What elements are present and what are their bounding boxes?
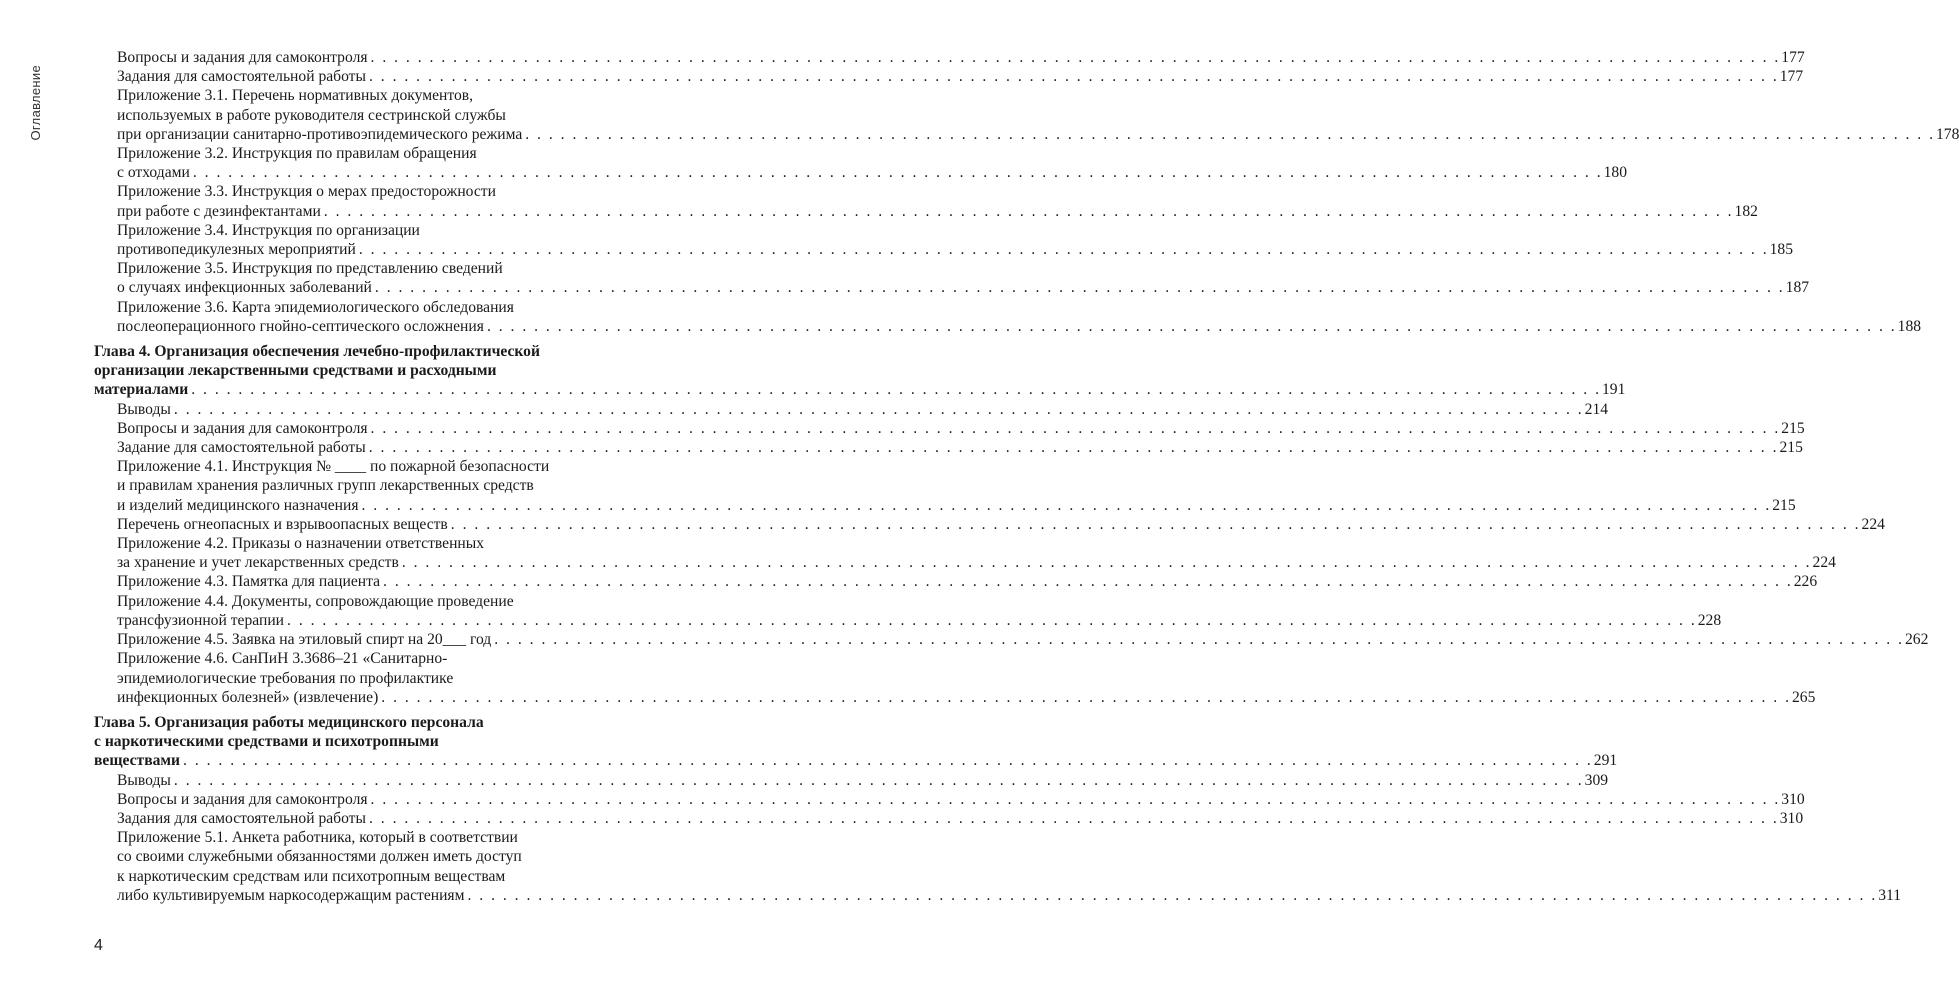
toc-page-number: 215 xyxy=(1772,496,1796,514)
toc-entry-line xyxy=(117,400,1609,419)
toc-page-number: 265 xyxy=(1792,688,1816,706)
toc-page-number: 228 xyxy=(1697,611,1722,629)
toc-entry-line xyxy=(117,553,1836,572)
toc-entry-text: эпидемиологические требования по профилактике xyxy=(117,669,454,687)
toc-entry-line xyxy=(117,847,634,866)
toc-entry-text: Приложение 5.1. Анкета работника, который в соответствии xyxy=(117,829,518,847)
dot-leader: . . . . . . . . . . . . . . . . . . . . . . . . . . . . . . . . . . . . . . . . . . . . . . . . . . . . . . . . . . . . . . . . . . . . . . . . . . . . . . . . . . . . . . . . . . . . . . . . . . . . . . . . . . . . . . . . . . . . . . . . xyxy=(368,809,1779,827)
toc-page-number: 191 xyxy=(1601,381,1626,399)
toc-entry-line xyxy=(117,790,1805,809)
toc-page-number: 182 xyxy=(1734,202,1758,220)
toc-entry-text: Глава 4. Организация обеспечения лечебно-профилактической xyxy=(94,343,540,361)
toc-entry-line xyxy=(117,534,634,553)
dot-leader: . . . . . . . . . . . . . . . . . . . . . . . . . . . . . . . . . . . . . . . . . . . . . . . . . . . . . . . . . . . . . . . . . . . . . . . . . . . . . . . . . . . . . . . . . . . . . . . . . . . . . . . . . . . . . . . . . . . . . . . . xyxy=(486,317,1897,335)
toc-entry-line xyxy=(117,867,634,886)
toc-entry-text: Приложение 4.3. Памятка для пациента xyxy=(117,573,381,591)
toc-page-number: 177 xyxy=(1779,68,1804,86)
toc-entry-line xyxy=(117,317,1922,336)
dot-leader: . . . . . . . . . . . . . . . . . . . . . . . . . . . . . . . . . . . . . . . . . . . . . . . . . . . . . . . . . . . . . . . . . . . . . . . . . . . . . . . . . . . . . . . . . . . . . . . . . . . . . . . . . . . . . . . . . . . . . . . . xyxy=(467,886,1878,904)
toc-entry-text: Глава 5. Организация работы медицинского персонала xyxy=(94,713,484,731)
dot-leader: . . . . . . . . . . . . . . . . . . . . . . . . . . . . . . . . . . . . . . . . . . . . . . . . . . . . . . . . . . . . . . . . . . . . . . . . . . . . . . . . . . . . . . . . . . . . . . . . . . . . . . . . . . . . . . . . . . . . . . . . xyxy=(383,573,1793,591)
dot-leader: . . . . . . . . . . . . . . . . . . . . . . . . . . . . . . . . . . . . . . . . . . . . . . . . . . . . . . . . . . . . . . . . . . . . . . . . . . . . . . . . . . . . . . . . . . . . . . . . . . . . . . . . . . . . . . . . . . . . . . . . xyxy=(368,439,1779,457)
toc-entry-text: к наркотическим средствам или психотропным веществам xyxy=(117,867,506,885)
toc-entry-line xyxy=(117,298,634,317)
dot-leader: . . . . . . . . . . . . . . . . . . . . . . . . . . . . . . . . . . . . . . . . . . . . . . . . . . . . . . . . . . . . . . . . . . . . . . . . . . . . . . . . . . . . . . . . . . . . . . . . . . . . . . . . . . . . . . . . . . . . . . . . xyxy=(374,279,1785,297)
toc-entry-line xyxy=(117,278,1810,297)
toc-entry-text: материалами xyxy=(94,381,189,399)
toc-entry xyxy=(94,534,1836,572)
toc-entry-text: Выводы xyxy=(117,771,171,789)
toc-entry xyxy=(94,457,1796,515)
dot-leader: . . . . . . . . . . . . . . . . . . . . . . . . . . . . . . . . . . . . . . . . . . . . . . . . . . . . . . . . . . . . . . . . . . . . . . . . . . . . . . . . . . . . . . . . . . . . . . . . . . . . . . . . . . . . . . . . . . . . . . . . xyxy=(323,202,1734,220)
toc-entry-text: Задание для самостоятельной работы xyxy=(117,439,366,457)
toc-entry-text: и правилам хранения различных групп лекарственных средств xyxy=(117,477,534,495)
toc-page-number: 177 xyxy=(1781,49,1805,66)
toc-entry-line xyxy=(117,457,634,476)
toc-entry-line xyxy=(117,48,1805,67)
dot-leader: . . . . . . . . . . . . . . . . . . . . . . . . . . . . . . . . . . . . . . . . . . . . . . . . . . . . . . . . . . . . . . . . . . . . . . . . . . . . . . . . . . . . . . . . . . . . . . . . . . . . . . . . . . . . . . . . . . . . . . . . xyxy=(494,631,1904,649)
toc-entry-line xyxy=(117,515,1885,534)
toc-entry-line xyxy=(117,688,1816,707)
toc-entry xyxy=(94,48,1805,67)
toc-entry-line xyxy=(117,259,634,278)
toc-entry-text: за хранение и учет лекарственных средств xyxy=(117,554,399,572)
toc-entry xyxy=(94,182,1758,220)
toc-page-number: 311 xyxy=(1878,886,1902,904)
dot-leader: . . . . . . . . . . . . . . . . . . . . . . . . . . . . . . . . . . . . . . . . . . . . . . . . . . . . . . . . . . . . . . . . . . . . . . . . . . . . . . . . . . . . . . . . . . . . . . . . . . . . . . . . . . . . . . . . . . . . . . . . xyxy=(173,400,1584,418)
toc-entry-line xyxy=(117,886,1902,905)
toc-page-number: 224 xyxy=(1812,554,1836,572)
toc-entry-text: противопедикулезных мероприятий xyxy=(117,241,356,259)
toc-entry-line xyxy=(117,476,634,495)
dot-leader: . . . . . . . . . . . . . . . . . . . . . . . . . . . . . . . . . . . . . . . . . . . . . . . . . . . . . . . . . . . . . . . . . . . . . . . . . . . . . . . . . . . . . . . . . . . . . . . . . . . . . . . . . . . . . . . . . . . . . . . . xyxy=(370,49,1781,66)
toc-entry-line xyxy=(117,438,1803,457)
toc-entry xyxy=(94,144,1627,182)
toc-entry-text: Приложение 4.6. СанПиН 3.3686–21 «Санитарно- xyxy=(117,650,448,668)
toc-entry xyxy=(94,86,1959,144)
toc-chapter-entry xyxy=(94,342,1626,400)
toc-entry-text: с наркотическими средствами и психотропными xyxy=(94,733,439,751)
toc-entry-text: послеоперационного гнойно-септического осложнения xyxy=(117,317,484,335)
toc-entry xyxy=(94,828,1902,905)
dot-leader: . . . . . . . . . . . . . . . . . . . . . . . . . . . . . . . . . . . . . . . . . . . . . . . . . . . . . . . . . . . . . . . . . . . . . . . . . . . . . . . . . . . . . . . . . . . . . . . . . . . . . . . . . . . . . . . . . . . . . . . . xyxy=(173,771,1584,789)
toc-entry-text: Выводы xyxy=(117,400,171,418)
toc-entry xyxy=(94,298,1922,336)
toc-entry xyxy=(94,649,1816,707)
dot-leader: . . . . . . . . . . . . . . . . . . . . . . . . . . . . . . . . . . . . . . . . . . . . . . . . . . . . . . . . . . . . . . . . . . . . . . . . . . . . . . . . . . . . . . . . . . . . . . . . . . . . . . . . . . . . . . . . . . . . . . . . xyxy=(381,688,1791,706)
toc-entry-text: Приложение 4.1. Инструкция № ____ по пожарной безопасности xyxy=(117,458,550,476)
toc-entry-line xyxy=(117,144,634,163)
toc-page-number: 214 xyxy=(1584,400,1609,418)
toc-entry-line xyxy=(117,572,1818,591)
toc-entry-text: Задания для самостоятельной работы xyxy=(117,68,366,86)
toc-entry-line xyxy=(117,669,634,688)
toc-entry-line xyxy=(94,713,634,732)
toc-entry-text: при работе с дезинфектантами xyxy=(117,202,321,220)
toc-entry-line xyxy=(117,86,634,105)
toc-entry xyxy=(94,809,1804,828)
toc-entry-text: Приложение 3.5. Инструкция по представлению сведений xyxy=(117,260,503,278)
toc-entry xyxy=(94,400,1609,419)
toc-page-number: 215 xyxy=(1781,419,1805,437)
toc-entry-line xyxy=(94,751,1618,770)
toc-entry xyxy=(94,592,1722,630)
toc-page-number: 310 xyxy=(1781,790,1805,808)
toc-entry xyxy=(94,221,1793,259)
toc-page-number: 180 xyxy=(1603,164,1627,182)
dot-leader: . . . . . . . . . . . . . . . . . . . . . . . . . . . . . . . . . . . . . . . . . . . . . . . . . . . . . . . . . . . . . . . . . . . . . . . . . . . . . . . . . . . . . . . . . . . . . . . . . . . . . . . . . . . . . . . . . . . . . . . . xyxy=(370,790,1781,808)
toc-entry-line xyxy=(117,771,1609,790)
toc-entry-line xyxy=(117,496,1796,515)
toc-entry-line xyxy=(117,106,634,125)
toc-entry xyxy=(94,572,1818,591)
toc-entry-line xyxy=(117,649,634,668)
dot-leader: . . . . . . . . . . . . . . . . . . . . . . . . . . . . . . . . . . . . . . . . . . . . . . . . . . . . . . . . . . . . . . . . . . . . . . . . . . . . . . . . . . . . . . . . . . . . . . . . . . . . . . . . . . . . . . . . . . . . . . . . xyxy=(191,381,1601,399)
dot-leader: . . . . . . . . . . . . . . . . . . . . . . . . . . . . . . . . . . . . . . . . . . . . . . . . . . . . . . . . . . . . . . . . . . . . . . . . . . . . . . . . . . . . . . . . . . . . . . . . . . . . . . . . . . . . . . . . . . . . . . . . xyxy=(450,515,1861,533)
toc-entry-line xyxy=(117,611,1722,630)
toc-entry xyxy=(94,630,1929,649)
toc-entry-line xyxy=(117,163,1627,182)
toc-entry-text: используемых в работе руководителя сестринской службы xyxy=(117,106,506,124)
toc-entry-text: Вопросы и задания для самоконтроля xyxy=(117,790,368,808)
dot-leader: . . . . . . . . . . . . . . . . . . . . . . . . . . . . . . . . . . . . . . . . . . . . . . . . . . . . . . . . . . . . . . . . . . . . . . . . . . . . . . . . . . . . . . . . . . . . . . . . . . . . . . . . . . . . . . . . . . . . . . . . xyxy=(525,125,1935,143)
running-header: Оглавление xyxy=(28,65,43,141)
toc-chapter-entry xyxy=(94,713,1618,771)
toc-page-number: 262 xyxy=(1904,631,1929,649)
toc-entry-text: Вопросы и задания для самоконтроля xyxy=(117,419,368,437)
toc-entry-text: Приложение 3.6. Карта эпидемиологического обследования xyxy=(117,298,514,316)
toc-entry-line xyxy=(94,342,634,361)
toc-entry-line xyxy=(117,125,1959,144)
toc-entry-text: трансфузионной терапии xyxy=(117,611,285,629)
toc-entry-line xyxy=(117,182,634,201)
toc-entry-text: Приложение 3.3. Инструкция о мерах предосторожности xyxy=(117,183,496,201)
toc-entry-line xyxy=(117,630,1929,649)
toc-entry-text: при организации санитарно-противоэпидемического режима xyxy=(117,125,523,143)
toc-entry-text: Приложение 4.2. Приказы о назначении ответственных xyxy=(117,535,485,553)
toc-entry-text: и изделий медицинского назначения xyxy=(117,496,359,514)
toc-entry-line xyxy=(117,828,634,847)
toc-entry xyxy=(94,67,1804,86)
toc-entry-line xyxy=(117,809,1804,828)
dot-leader: . . . . . . . . . . . . . . . . . . . . . . . . . . . . . . . . . . . . . . . . . . . . . . . . . . . . . . . . . . . . . . . . . . . . . . . . . . . . . . . . . . . . . . . . . . . . . . . . . . . . . . . . . . . . . . . . . . . . . . . . xyxy=(401,554,1812,572)
toc-entry-text: Приложение 4.4. Документы, сопровождающие проведение xyxy=(117,592,514,610)
toc-entry-line xyxy=(117,67,1804,86)
toc-entry-text: Приложение 4.5. Заявка на этиловый спирт на 20___ год xyxy=(117,631,492,649)
toc-page-number: 309 xyxy=(1584,771,1609,789)
toc-entry-text: о случаях инфекционных заболеваний xyxy=(117,279,372,297)
toc-entry-line xyxy=(94,361,634,380)
toc-entry-line xyxy=(94,732,634,751)
dot-leader: . . . . . . . . . . . . . . . . . . . . . . . . . . . . . . . . . . . . . . . . . . . . . . . . . . . . . . . . . . . . . . . . . . . . . . . . . . . . . . . . . . . . . . . . . . . . . . . . . . . . . . . . . . . . . . . . . . . . . . . . xyxy=(361,496,1772,514)
toc-entry-line xyxy=(117,419,1805,438)
toc-entry xyxy=(94,515,1885,534)
table-of-contents xyxy=(94,48,1959,905)
toc-entry xyxy=(94,790,1805,809)
toc-page-number: 178 xyxy=(1935,125,1959,143)
toc-entry-text: со своими служебными обязанностями должен иметь доступ xyxy=(117,848,522,866)
toc-page-number: 310 xyxy=(1779,809,1804,827)
toc-page-number: 224 xyxy=(1861,515,1885,533)
toc-entry-text: Приложение 3.2. Инструкция по правилам обращения xyxy=(117,145,477,163)
toc-entry-line xyxy=(94,380,1626,399)
toc-entry-line xyxy=(117,592,634,611)
toc-entry-line xyxy=(117,240,1793,259)
dot-leader: . . . . . . . . . . . . . . . . . . . . . . . . . . . . . . . . . . . . . . . . . . . . . . . . . . . . . . . . . . . . . . . . . . . . . . . . . . . . . . . . . . . . . . . . . . . . . . . . . . . . . . . . . . . . . . . . . . . . . . . . xyxy=(370,419,1781,437)
toc-entry xyxy=(94,419,1805,438)
toc-entry-text: с отходами xyxy=(117,164,190,182)
toc-entry-text: Приложение 3.1. Перечень нормативных документов, xyxy=(117,87,474,105)
toc-entry-text: инфекционных болезней» (извлечение) xyxy=(117,688,379,706)
dot-leader: . . . . . . . . . . . . . . . . . . . . . . . . . . . . . . . . . . . . . . . . . . . . . . . . . . . . . . . . . . . . . . . . . . . . . . . . . . . . . . . . . . . . . . . . . . . . . . . . . . . . . . . . . . . . . . . . . . . . . . . . xyxy=(368,68,1779,86)
toc-entry-text: Перечень огнеопасных и взрывоопасных веществ xyxy=(117,515,448,533)
toc-entry xyxy=(94,259,1810,297)
toc-entry xyxy=(94,771,1609,790)
toc-page-number: 188 xyxy=(1897,317,1922,335)
toc-entry xyxy=(94,438,1803,457)
dot-leader: . . . . . . . . . . . . . . . . . . . . . . . . . . . . . . . . . . . . . . . . . . . . . . . . . . . . . . . . . . . . . . . . . . . . . . . . . . . . . . . . . . . . . . . . . . . . . . . . . . . . . . . . . . . . . . . . . . . . . . . . xyxy=(287,611,1697,629)
toc-entry-text: либо культивируемым наркосодержащим растениям xyxy=(117,886,465,904)
toc-entry-line xyxy=(117,202,1758,221)
toc-page-number: 185 xyxy=(1769,241,1793,259)
toc-entry-text: Вопросы и задания для самоконтроля xyxy=(117,49,368,66)
toc-entry-text: Приложение 3.4. Инструкция по организации xyxy=(117,221,420,239)
dot-leader: . . . . . . . . . . . . . . . . . . . . . . . . . . . . . . . . . . . . . . . . . . . . . . . . . . . . . . . . . . . . . . . . . . . . . . . . . . . . . . . . . . . . . . . . . . . . . . . . . . . . . . . . . . . . . . . . . . . . . . . . xyxy=(183,752,1593,770)
toc-entry-text: веществами xyxy=(94,752,181,770)
toc-page-number: 226 xyxy=(1793,573,1818,591)
dot-leader: . . . . . . . . . . . . . . . . . . . . . . . . . . . . . . . . . . . . . . . . . . . . . . . . . . . . . . . . . . . . . . . . . . . . . . . . . . . . . . . . . . . . . . . . . . . . . . . . . . . . . . . . . . . . . . . . . . . . . . . . xyxy=(358,241,1769,259)
toc-entry-text: организации лекарственными средствами и расходными xyxy=(94,362,497,380)
toc-entry-line xyxy=(117,221,634,240)
toc-page-number: 215 xyxy=(1779,439,1803,457)
toc-page-number: 187 xyxy=(1785,279,1810,297)
toc-entry-text: Задания для самостоятельной работы xyxy=(117,809,366,827)
page-number: 4 xyxy=(94,937,103,954)
toc-page-number: 291 xyxy=(1593,752,1618,770)
dot-leader: . . . . . . . . . . . . . . . . . . . . . . . . . . . . . . . . . . . . . . . . . . . . . . . . . . . . . . . . . . . . . . . . . . . . . . . . . . . . . . . . . . . . . . . . . . . . . . . . . . . . . . . . . . . . . . . . . . . . . . . . xyxy=(192,164,1603,182)
